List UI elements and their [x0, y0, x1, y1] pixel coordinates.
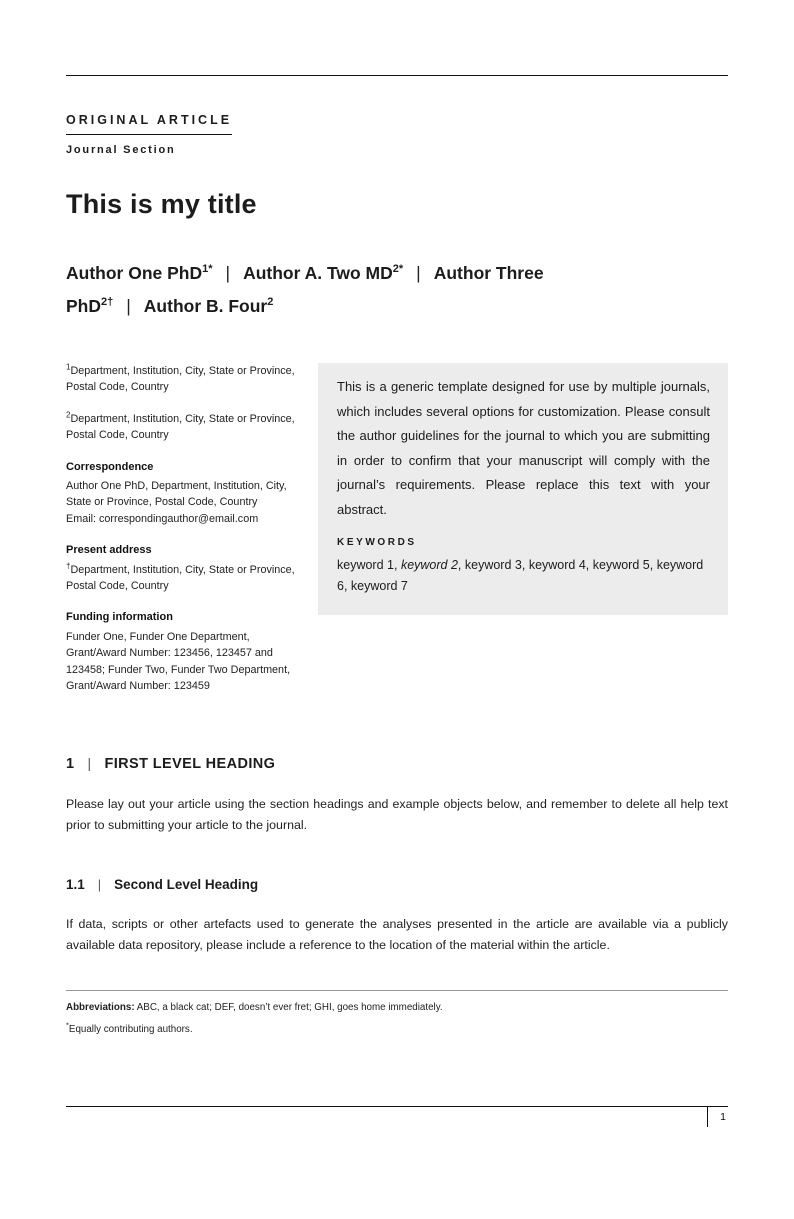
two-column-header-area — [66, 363, 728, 710]
affiliation: $^2$Department, Institution, City, State or Province, Postal Code, Country — [66, 410, 295, 442]
article-type-label: ORIGINAL ARTICLE — [66, 113, 232, 135]
page-footer — [66, 1106, 728, 1127]
abstract-box — [318, 363, 728, 615]
abbreviations-footnote: Abbreviations: ABC, a black cat; DEF, doesn’t ever fret; GHI, goes home immediately. — [66, 1001, 443, 1013]
section-title: FIRST LEVEL HEADING — [104, 755, 276, 772]
keyword: keyword 4 — [528, 558, 586, 572]
author-list — [66, 257, 571, 323]
funding-heading: Funding information — [66, 611, 173, 624]
dagger-marker: † — [66, 561, 71, 571]
correspondence-block — [66, 459, 302, 528]
correspondence-heading: Correspondence — [66, 460, 154, 473]
abstract-text: This is a generic template designed for use by multiple journals, which includes several options for customization. Please consult the author guidelines for the journal to which you are submitting in order to confirm that your manuscript will comply with the journal’s requirements. Please replace this text with your abstract. — [337, 379, 710, 517]
page-number: 1 — [707, 1107, 728, 1127]
section-number: 1.1 — [66, 876, 85, 892]
section-1-heading — [66, 756, 728, 772]
section-title: Second Level Heading — [114, 876, 259, 892]
heading-pipe: | — [87, 755, 92, 771]
heading-pipe: | — [97, 876, 102, 892]
affiliation-marker: 1 — [66, 362, 71, 372]
present-address-heading: Present address — [66, 544, 152, 557]
funding-body: Funder One, Funder One Department, Grant/Award Number: 123456, 123457 and 123458; Funder Two, Funder Two Department, Grant/Award Number: 123459 — [66, 630, 291, 693]
asterisk-marker: * — [66, 1020, 69, 1030]
affiliation-list — [66, 363, 302, 444]
equal-contribution-footnote: *Equally contributing authors. — [66, 1020, 193, 1035]
author: Author A. Two $MD^{2*}$ — [243, 263, 404, 283]
author-separator: | — [416, 263, 421, 283]
author-affiliation-marker: 2† — [101, 296, 114, 309]
correspondence-email: Email: correspondingauthor@email.com — [66, 512, 259, 525]
funding-block — [66, 609, 302, 694]
author: Author Three PhD$^{2\dagger}$ — [66, 263, 544, 316]
article-page — [0, 75, 794, 1035]
keyword: keyword 6 — [337, 558, 704, 593]
section-number: 1 — [66, 755, 75, 772]
author-separator: | — [225, 263, 231, 283]
section-1-body: Please lay out your article using the section headings and example objects below, and remember to delete all help text prior to submitting your article to the journal. — [66, 796, 728, 832]
affiliation: $^1$Department, Institution, City, State or Province, Postal Code, Country — [66, 362, 295, 394]
abbreviations-label: Abbreviations: — [66, 1001, 135, 1013]
present-address-block — [66, 542, 302, 594]
journal-section-label: Journal Section — [66, 144, 176, 156]
present-address-body: †Department, Institution, City, State or Province, Postal Code, Country — [66, 561, 295, 593]
keyword: keyword 3 — [464, 558, 522, 572]
keyword: keyword 1 — [337, 558, 394, 572]
author-affiliation-marker: 2 — [267, 296, 274, 309]
keyword: keyword 2 — [400, 558, 458, 572]
footnote-divider — [66, 990, 728, 991]
left-sidebar-column — [66, 363, 318, 710]
author: Author B. Four$^2$ — [143, 296, 274, 316]
affiliation-marker: 2 — [66, 410, 71, 420]
author-separator: | — [126, 296, 131, 316]
section-1-1-heading — [66, 877, 728, 892]
keyword-list: keyword 1, keyword 2, keyword 3, keyword 4, keyword 5, keyword 6, keyword 7 — [337, 558, 704, 593]
keywords-heading: KEYWORDS — [337, 537, 417, 548]
correspondence-body: Author One PhD, Department, Institution, City, State or Province, Postal Code, Country — [66, 480, 287, 509]
keyword: keyword 5 — [592, 558, 650, 572]
keyword: keyword 7 — [350, 579, 408, 593]
author: Author One PhD$^{1*}$ — [66, 263, 213, 283]
author-affiliation-marker: 1* — [202, 263, 213, 276]
author-affiliation-marker: 2* — [392, 263, 404, 276]
section-1-1-body: If data, scripts or other artefacts used to generate the analyses presented in the article are available via a publicly available data repository, please include a reference to the location of the material within the article. — [66, 916, 728, 952]
page-title: This is my title — [66, 189, 257, 219]
